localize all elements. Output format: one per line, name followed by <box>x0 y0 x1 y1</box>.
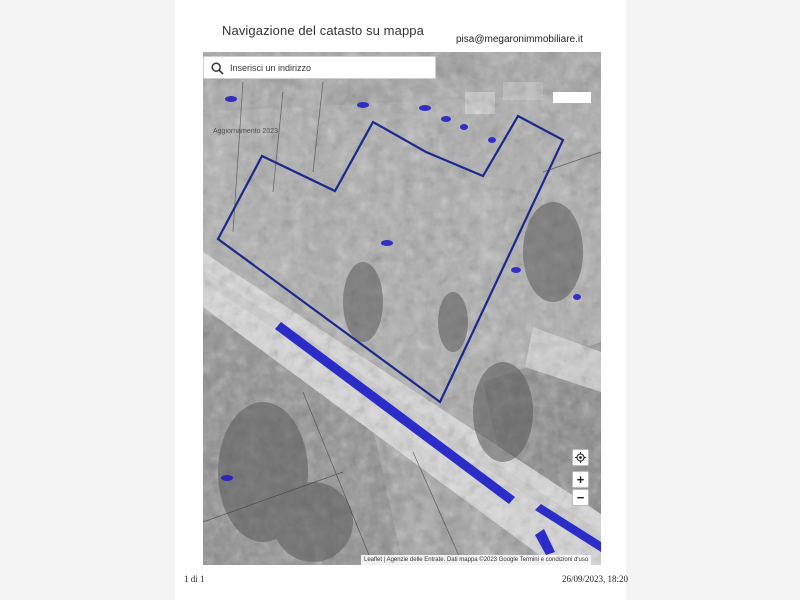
user-email: pisa@megaronimmobiliare.it <box>456 34 583 45</box>
locate-button[interactable] <box>572 449 589 466</box>
map-white-label <box>553 92 591 103</box>
search-icon <box>211 62 224 75</box>
page-count: 1 di 1 <box>184 574 205 584</box>
zoom-in-button[interactable]: + <box>572 471 589 488</box>
search-input[interactable] <box>230 57 430 78</box>
map-overlay-date: Aggiornamento 2023 <box>213 128 278 135</box>
zoom-out-button[interactable]: − <box>572 489 589 506</box>
map-attribution: Leaflet | Agenzie delle Entrate. Dati mappa ©2023 Google Termini e condizioni d'uso <box>361 555 591 565</box>
page-title: Navigazione del catasto su mappa <box>222 23 424 38</box>
address-search-box[interactable] <box>203 56 436 79</box>
locate-icon <box>575 452 586 463</box>
print-timestamp: 26/09/2023, 18:20 <box>562 574 629 584</box>
